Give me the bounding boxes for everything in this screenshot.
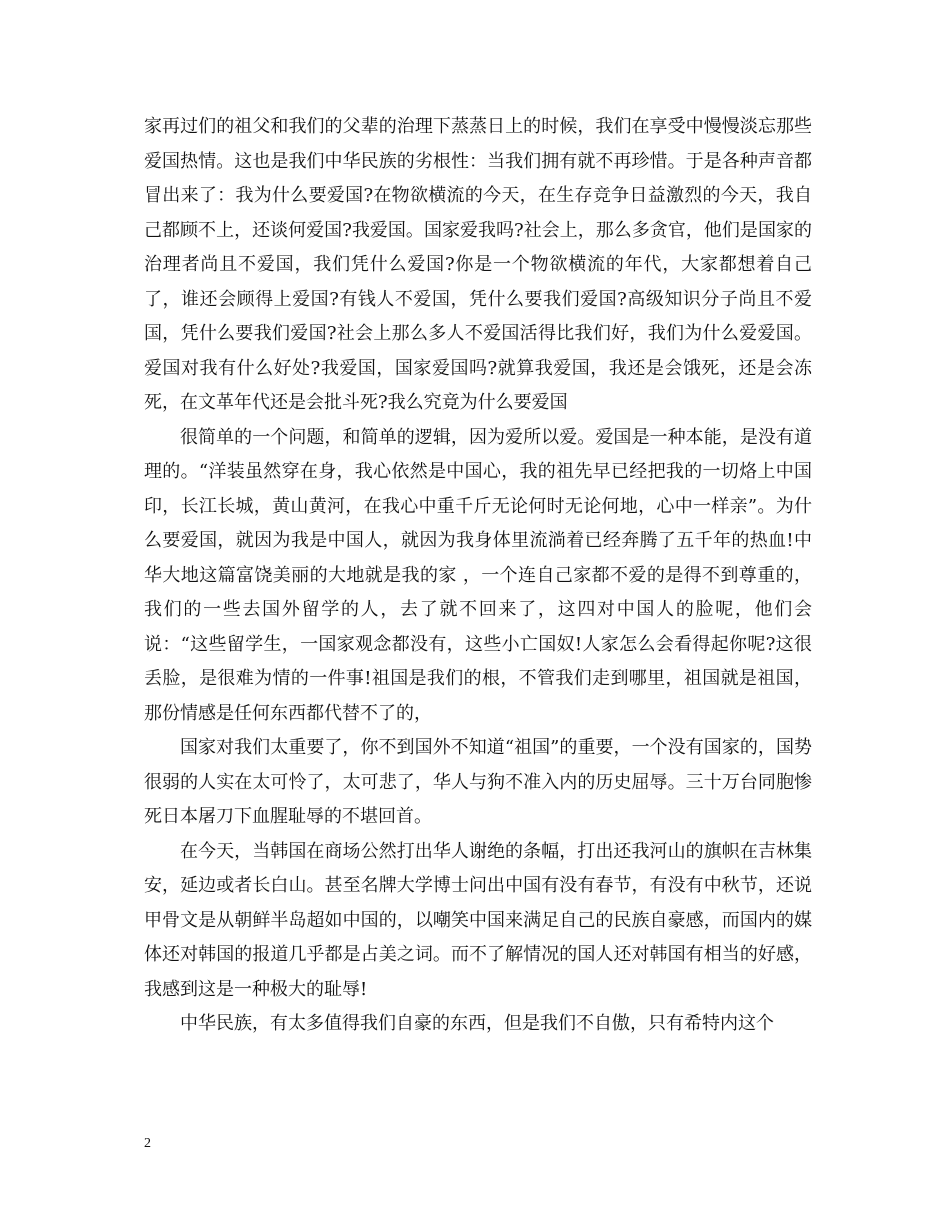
paragraph-4: 在今天，当韩国在商场公然打出华人谢绝的条幅，打出还我河山的旗帜在吉林集安，延边或者长白山。甚至名牌大学博士问出中国有没有春节，有没有中秋节，还说甲骨文是从朝鲜半岛超如中国的，以嘲笑中国来满足自己的民族自豪感，而国内的媒体还对韩国的报道几乎都是占美之词。而不了解情况的国人还对韩国有相当的好感，我感到这是一种极大的耻辱! — [144, 840, 812, 1000]
document-body — [144, 110, 812, 1042]
paragraph-1: 家再过们的祖父和我们的父辈的治理下蒸蒸日上的时候，我们在享受中慢慢淡忘那些爱国热情。这也是我们中华民族的劣根性：当我们拥有就不再珍惜。于是各种声音都冒出来了：我为什么要爱国?在物欲横流的今天，在生存竞争日益激烈的今天，我自己都顾不上，还谈何爱国?我爱国。国家爱我吗?社会上，那么多贪官，他们是国家的治理者尚且不爱国，我们凭什么爱国?你是一个物欲横流的年代，大家都想着自己了，谁还会顾得上爱国?有钱人不爱国，凭什么要我们爱国?高级知识分子尚且不爱国，凭什么要我们爱国?社会上那么多人不爱国活得比我们好，我们为什么爱爱国。爱国对我有什么好处?我爱国，国家爱国吗?就算我爱国，我还是会饿死，还是会冻死，在文革年代还是会批斗死?我么究竟为什么要爱国 — [144, 116, 812, 413]
page-number: 2 — [144, 1136, 151, 1151]
paragraph-3: 国家对我们太重要了，你不到国外不知道“祖国”的重要，一个没有国家的，国势很弱的人实在太可怜了，太可悲了，华人与狗不准入内的历史屈辱。三十万台同胞惨死日本屠刀下血腥耻辱的不堪回首。 — [144, 737, 812, 827]
paragraph-2: 很简单的一个问题，和简单的逻辑，因为爱所以爱。爱国是一种本能，是没有道理的。“洋装虽然穿在身，我心依然是中国心，我的祖先早已经把我的一切烙上中国印，长江长城，黄山黄河，在我心中重千斤无论何时无论何地，心中一样亲”。为什么要爱国，就因为我是中国人，就因为我身体里流淌着已经奔腾了五千年的热血!中华大地这篇富饶美丽的大地就是我的家 ，一个连自己家都不爱的是得不到尊重的，我们的一些去国外留学的人，去了就不回来了，这四对中国人的脸呢，他们会说：“这些留学生，一国家观念都没有，这些小亡国奴!人家怎么会看得起你呢?这很丢脸，是很难为情的一件事!祖国是我们的根，不管我们走到哪里，祖国就是祖国，那份情感是任何东西都代替不了的， — [144, 426, 812, 724]
paragraph-5: 中华民族，有太多值得我们自豪的东西，但是我们不自傲，只有希特内这个 — [180, 1013, 774, 1034]
